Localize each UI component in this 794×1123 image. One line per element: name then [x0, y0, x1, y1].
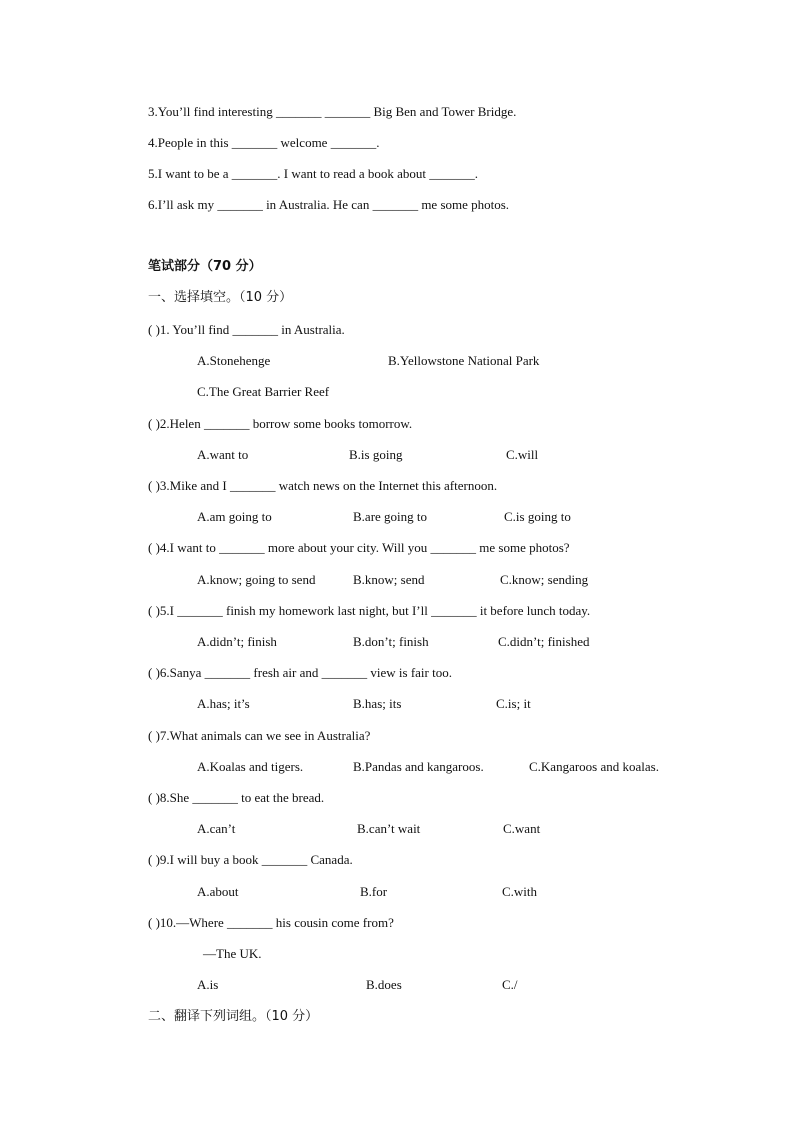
- q5-option-c: C.didn’t; finished: [498, 634, 590, 649]
- written-section-title: 笔试部分（70 分）: [148, 259, 262, 274]
- q8-option-c: C.want: [503, 821, 541, 836]
- q8-option-b: B.can’t wait: [357, 821, 421, 836]
- q7-option-c: C.Kangaroos and koalas.: [529, 759, 659, 774]
- q6-option-a: A.has; it’s: [197, 696, 250, 711]
- q3-option-c: C.is going to: [504, 509, 571, 524]
- q1-option-b: B.Yellowstone National Park: [388, 353, 540, 368]
- q10-option-c: C./: [502, 977, 518, 992]
- q9-option-b: B.for: [360, 884, 388, 899]
- q9-option-a: A.about: [197, 884, 239, 899]
- q10-option-b: B.does: [366, 977, 402, 992]
- question-4: ( )4.I want to _______ more about your city. Will you _______ me some photos?: [148, 540, 570, 555]
- q10-option-a: A.is: [197, 977, 219, 992]
- part2-title: 二、翻译下列词组。（10 分）: [148, 1009, 319, 1024]
- q7-option-b: B.Pandas and kangaroos.: [353, 759, 484, 774]
- q2-option-a: A.want to: [197, 447, 249, 462]
- question-10: ( )10.—Where _______ his cousin come from?: [148, 915, 394, 930]
- listening-item-6: 6.I’ll ask my _______ in Australia. He can _______ me some photos.: [148, 197, 510, 212]
- q4-option-c: C.know; sending: [500, 572, 589, 587]
- q8-option-a: A.can’t: [197, 821, 236, 836]
- q2-option-b: B.is going: [349, 447, 403, 462]
- listening-item-5: 5.I want to be a _______. I want to read a book about _______.: [148, 166, 478, 181]
- part1-title: 一、选择填空。（10 分）: [148, 290, 293, 305]
- question-7: ( )7.What animals can we see in Australia?: [148, 728, 371, 743]
- question-6: ( )6.Sanya _______ fresh air and _______ view is fair too.: [148, 665, 452, 680]
- q7-option-a: A.Koalas and tigers.: [197, 759, 304, 774]
- q10-answer-line: —The UK.: [203, 946, 262, 961]
- question-2: ( )2.Helen _______ borrow some books tomorrow.: [148, 416, 413, 431]
- q6-option-c: C.is; it: [496, 696, 531, 711]
- q2-option-c: C.will: [506, 447, 539, 462]
- question-9: ( )9.I will buy a book _______ Canada.: [148, 852, 353, 867]
- question-3: ( )3.Mike and I _______ watch news on the Internet this afternoon.: [148, 478, 498, 493]
- q3-option-a: A.am going to: [197, 509, 272, 524]
- question-1: ( )1. You’ll find _______ in Australia.: [148, 322, 345, 337]
- listening-item-4: 4.People in this _______ welcome _______.: [148, 135, 380, 150]
- q1-option-a: A.Stonehenge: [197, 353, 271, 368]
- q6-option-b: B.has; its: [353, 696, 402, 711]
- listening-item-3: 3.You’ll find interesting _______ _______ Big Ben and Tower Bridge.: [148, 104, 517, 119]
- q4-option-a: A.know; going to send: [197, 572, 316, 587]
- question-8: ( )8.She _______ to eat the bread.: [148, 790, 325, 805]
- q5-option-b: B.don’t; finish: [353, 634, 429, 649]
- q4-option-b: B.know; send: [353, 572, 425, 587]
- question-5: ( )5.I _______ finish my homework last night, but I’ll _______ it before lunch today.: [148, 603, 591, 618]
- q3-option-b: B.are going to: [353, 509, 428, 524]
- q5-option-a: A.didn’t; finish: [197, 634, 277, 649]
- q9-option-c: C.with: [502, 884, 538, 899]
- q1-option-c: C.The Great Barrier Reef: [197, 384, 330, 399]
